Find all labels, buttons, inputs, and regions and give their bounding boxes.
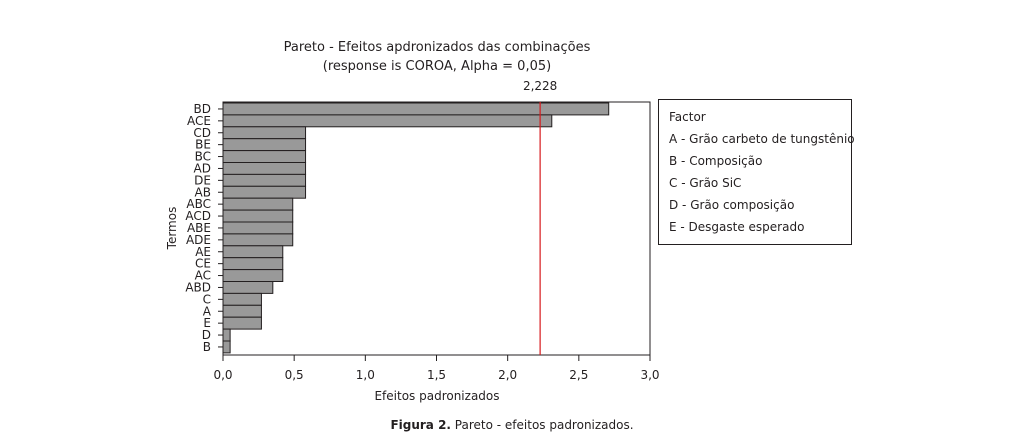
bar-ade	[223, 234, 293, 246]
bar-bc	[223, 151, 306, 163]
category-label-de: DE	[194, 173, 211, 188]
category-label-be: BE	[195, 137, 211, 152]
legend-item-a: A - Grão carbeto de tungstênio	[669, 132, 855, 146]
category-label-cd: CD	[193, 125, 211, 140]
x-axis-ticks	[213, 355, 659, 382]
bar-bd	[223, 103, 609, 115]
bar-e	[223, 317, 261, 329]
bar-ad	[223, 163, 306, 175]
category-label-ade: ADE	[185, 232, 211, 247]
x-tick-label: 1,0	[355, 368, 375, 382]
category-label-bc: BC	[194, 149, 211, 164]
category-label-ce: CE	[195, 256, 211, 271]
bar-de	[223, 174, 306, 186]
category-label-ae: AE	[195, 244, 211, 259]
factor-legend	[658, 99, 855, 245]
figure-caption	[0, 418, 1024, 432]
y-axis-label: Termos	[165, 206, 179, 250]
bar-abd	[223, 282, 273, 294]
caption-figure-number: Figura 2.	[390, 418, 451, 432]
bar-ae	[223, 246, 283, 258]
bar-be	[223, 139, 306, 151]
legend-item-c: C - Grão SiC	[669, 176, 742, 190]
category-label-abe: ABE	[186, 220, 211, 235]
x-tick-label: 1,5	[426, 368, 447, 382]
category-label-abc: ABC	[186, 197, 211, 212]
legend-item-d: D - Grão composição	[669, 198, 795, 212]
chart-title-line-1: Pareto - Efeitos apdronizados das combinações	[283, 40, 591, 55]
category-labels	[185, 102, 223, 354]
category-label-b: B	[202, 339, 211, 354]
bar-acd	[223, 210, 293, 222]
bar-ab	[223, 186, 306, 198]
category-label-ace: ACE	[187, 113, 211, 128]
category-label-d: D	[201, 328, 211, 343]
bar-d	[223, 329, 230, 341]
bar-a	[223, 305, 261, 317]
bar-ac	[223, 270, 283, 282]
bar-cd	[223, 127, 306, 139]
x-axis-label: Efeitos padronizados	[374, 389, 500, 403]
category-label-bd: BD	[193, 101, 211, 116]
bar-c	[223, 293, 261, 305]
x-tick-label: 0,0	[213, 368, 233, 382]
legend-title: Factor	[669, 110, 706, 124]
x-tick-label: 0,5	[284, 368, 304, 382]
bar-b	[223, 341, 230, 353]
category-label-c: C	[202, 292, 211, 307]
category-label-ab: AB	[194, 185, 211, 200]
category-label-abd: ABD	[185, 280, 211, 295]
legend-item-b: B - Composição	[669, 154, 763, 168]
x-tick-label: 3,0	[640, 368, 660, 382]
chart-title-line-2: (response is COROA, Alpha = 0,05)	[322, 59, 552, 74]
reference-line-label: 2,228	[522, 79, 558, 93]
bar-abc	[223, 198, 293, 210]
bars-layer	[223, 103, 609, 353]
category-label-ac: AC	[194, 268, 211, 283]
legend-item-e: E - Desgaste esperado	[669, 220, 805, 234]
x-tick-label: 2,5	[569, 368, 589, 382]
category-label-a: A	[202, 304, 211, 319]
bar-ce	[223, 258, 283, 270]
caption-text: Pareto - efeitos padronizados.	[450, 418, 634, 432]
category-label-acd: ACD	[185, 209, 211, 224]
bar-abe	[223, 222, 293, 234]
category-label-e: E	[203, 316, 211, 331]
bar-ace	[223, 115, 552, 127]
category-label-ad: AD	[193, 161, 211, 176]
x-tick-label: 2,0	[498, 368, 518, 382]
